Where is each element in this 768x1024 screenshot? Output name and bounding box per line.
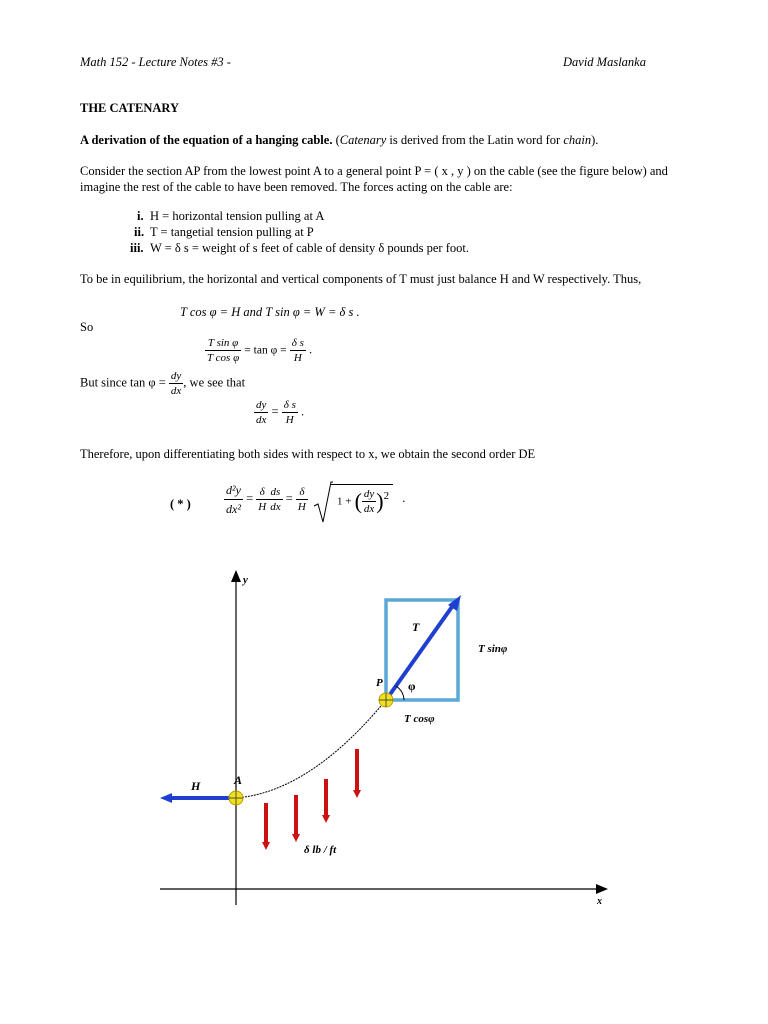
- eq4-frac-d2y: $\frac{\text{d²y}}{\text{dx²}}$: [226, 483, 241, 516]
- eq3-frac-right: $\frac{\text{δ s}}{H}$: [283, 399, 296, 426]
- but-since-lead: But since tan φ =: [80, 375, 166, 390]
- eq4-end: .: [402, 491, 406, 506]
- force-num-1: i.: [137, 209, 144, 223]
- eq2-end: .: [309, 342, 313, 357]
- eq4-tag: ( * ): [170, 497, 191, 511]
- catenary-figure: [0, 560, 768, 960]
- equation-4: [224, 481, 405, 518]
- force-text-1: H = horizontal tension pulling at A: [150, 209, 325, 223]
- sqrt-sign-icon: [313, 480, 333, 524]
- eq4-lparen: (: [354, 488, 362, 513]
- y-axis-label: y: [243, 574, 248, 586]
- subtitle-mid: is derived from the Latin word for: [386, 133, 564, 147]
- eq4-one-plus: 1 +: [336, 494, 352, 507]
- P-label: P: [376, 677, 383, 689]
- but-since-line: [80, 369, 245, 398]
- y-axis-arrow-icon: [231, 570, 241, 582]
- para2: To be in equilibrium, the horizontal and vertical components of T must just balance H and W respectively. Thus,: [80, 272, 642, 286]
- eq4-frac-dydx: $\frac{dy}{dx}$: [363, 487, 375, 515]
- para3: Therefore, upon differentiating both sides with respect to x, we obtain the second order DE: [80, 447, 536, 461]
- eq4-frac-dsdx: $\frac{ds}{dx}$: [270, 486, 281, 513]
- eq4-square: 2: [383, 489, 390, 502]
- eq4-sqrt: [313, 484, 393, 516]
- eq3-frac-left: $\frac{dy}{dx}$: [256, 399, 267, 426]
- subtitle-catenary: Catenary: [339, 133, 387, 147]
- subtitle-paren: (: [332, 133, 340, 147]
- eq4-eq2: =: [285, 491, 293, 506]
- force-text-3: W = δ s = weight of s feet of cable of density δ pounds per foot.: [150, 241, 469, 255]
- equation-3: [254, 398, 304, 427]
- force-text-2: T = tangetial tension pulling at P: [150, 225, 314, 239]
- force-num-3: iii.: [130, 241, 144, 255]
- header-course: Math 152 - Lecture Notes #3 -: [80, 55, 231, 69]
- eq4-rparen: ): [376, 488, 384, 513]
- eq2-frac-left: $\frac{\text{T sin φ}}{\text{T cos φ}}$: [207, 337, 240, 364]
- para1-line2: imagine the rest of the cable to have been removed. The forces acting on the cable are:: [80, 180, 513, 194]
- subtitle-bold: A derivation of the equation of a hanging cable.: [80, 133, 333, 147]
- force-num-2: ii.: [134, 225, 145, 239]
- phi-label: φ: [408, 679, 416, 693]
- cable-curve: [236, 700, 386, 798]
- eq2-frac-right: $\frac{\text{δ s}}{H}$: [291, 337, 304, 364]
- T-cos-label: T cosφ: [404, 713, 435, 725]
- subtitle: [80, 133, 598, 148]
- phi-arc: [396, 686, 404, 700]
- so-label: So: [80, 320, 94, 334]
- T-label: T: [412, 620, 420, 634]
- header-author: David Maslanka: [563, 55, 646, 69]
- T-sin-label: T sinφ: [478, 643, 508, 655]
- A-label: A: [234, 773, 243, 787]
- eq2-mid: = tan φ =: [244, 344, 287, 357]
- density-label: δ lb / ft: [304, 844, 337, 856]
- para1-line1: Consider the section AP from the lowest point A to a general point P = ( x , y ) on the cable (see the figure below) and: [80, 164, 668, 178]
- equation-2: [205, 336, 312, 365]
- H-arrowhead-icon: [160, 793, 172, 803]
- eq3-eq: =: [271, 404, 279, 419]
- but-since-tail: , we see that: [183, 375, 246, 390]
- page-title: THE CATENARY: [80, 101, 179, 115]
- eq4-frac-deltaH: $\frac{\delta}{H}$: [258, 486, 267, 513]
- eq3-end: .: [300, 404, 305, 419]
- T-arrow: [386, 604, 454, 700]
- but-since-frac: $\frac{dy}{dx}$: [170, 370, 182, 397]
- weight-arrows: [262, 749, 361, 850]
- H-label: H: [191, 779, 201, 793]
- x-axis-label: x: [597, 896, 602, 907]
- subtitle-chain: chain: [563, 133, 592, 147]
- x-axis-arrow-icon: [596, 884, 608, 894]
- subtitle-close: ).: [591, 133, 599, 147]
- eq4-frac-deltaH2: $\frac{\delta}{H}$: [297, 486, 306, 513]
- eq4-eq1: =: [246, 491, 254, 506]
- equation-1: T cos φ = H and T sin φ = W = δ s .: [180, 305, 360, 319]
